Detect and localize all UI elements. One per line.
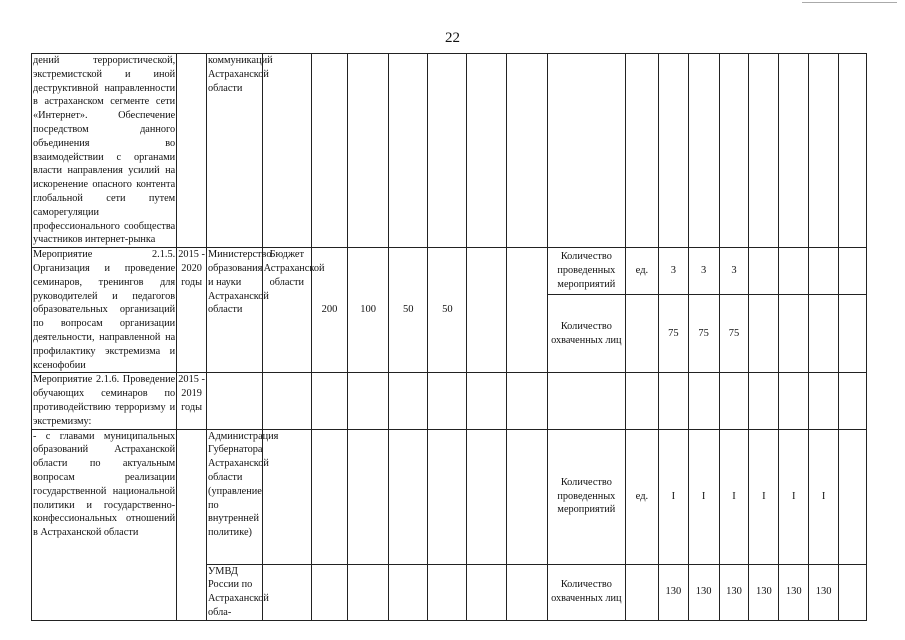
unit-cell xyxy=(625,294,658,372)
value-cell xyxy=(809,248,839,295)
amount-cell xyxy=(389,373,428,429)
value-cell: 130 xyxy=(719,564,749,620)
value-cell: I xyxy=(688,429,719,564)
unit-cell: ед. xyxy=(625,429,658,564)
value-cell xyxy=(838,373,866,429)
amount-cell: 200 xyxy=(312,248,348,373)
unit-cell xyxy=(625,54,658,248)
amount-cell xyxy=(389,429,428,564)
measure-cell: дений террористической, экстремистской и иной деструктивной направленности в астраханском сегменте сети «Интернет». Обеспечение посредством данного объединения во взаимодействии с органами власти направления усилий на искоренение опасного контента глобальной сети путем саморегуляции профессионального сообщества участников интернет-рынка xyxy=(32,54,177,248)
amount-cell xyxy=(428,429,467,564)
amount-cell xyxy=(389,564,428,620)
program-table xyxy=(31,53,867,621)
value-cell xyxy=(838,248,866,295)
value-cell xyxy=(719,54,749,248)
value-cell: 130 xyxy=(779,564,809,620)
table-row xyxy=(32,54,867,248)
value-cell xyxy=(779,54,809,248)
page-number: 22 xyxy=(445,30,460,46)
value-cell xyxy=(838,429,866,564)
executor-cell xyxy=(207,373,263,429)
amount-cell xyxy=(348,564,389,620)
value-cell: 3 xyxy=(719,248,749,295)
value-cell: I xyxy=(749,429,779,564)
value-cell: 75 xyxy=(658,294,688,372)
value-cell xyxy=(719,373,749,429)
value-cell: I xyxy=(809,429,839,564)
value-cell: 130 xyxy=(749,564,779,620)
value-cell xyxy=(749,248,779,295)
value-cell: 3 xyxy=(658,248,688,295)
value-cell: 130 xyxy=(809,564,839,620)
amount-cell xyxy=(506,373,547,429)
value-cell xyxy=(838,294,866,372)
amount-cell xyxy=(312,54,348,248)
amount-cell xyxy=(312,373,348,429)
value-cell xyxy=(779,373,809,429)
measure-cell: - с главами муниципальных образований Астраханской области по актуальным вопросам реализации государственной национальной политики и государственно-конфессиональных отношений в Астраханской области xyxy=(32,429,177,620)
period-cell xyxy=(177,429,207,620)
amount-cell xyxy=(467,373,506,429)
amount-cell: 50 xyxy=(428,248,467,373)
measure-cell: Мероприятие 2.1.6. Проведение обучающих семинаров по противодействию терроризму и экстремизму: xyxy=(32,373,177,429)
amount-cell xyxy=(467,54,506,248)
value-cell xyxy=(809,54,839,248)
period-cell: 2015 - 2020 годы xyxy=(177,248,207,373)
indicator-cell: Количество проведенных мероприятий xyxy=(547,429,625,564)
value-cell: I xyxy=(719,429,749,564)
value-cell: I xyxy=(779,429,809,564)
value-cell xyxy=(658,373,688,429)
amount-cell xyxy=(348,429,389,564)
source-cell: Бюджет Астраханской области xyxy=(262,248,311,373)
amount-cell: 50 xyxy=(389,248,428,373)
value-cell xyxy=(749,373,779,429)
value-cell xyxy=(838,54,866,248)
executor-cell: коммуникаций Астраханской области xyxy=(207,54,263,248)
value-cell xyxy=(809,373,839,429)
indicator-cell xyxy=(547,373,625,429)
table-row xyxy=(32,429,867,564)
table-row xyxy=(32,373,867,429)
value-cell xyxy=(779,294,809,372)
value-cell xyxy=(809,294,839,372)
amount-cell xyxy=(348,54,389,248)
indicator-cell: Количество охваченных лиц xyxy=(547,564,625,620)
program-table-wrap xyxy=(31,53,867,621)
value-cell xyxy=(688,373,719,429)
value-cell: I xyxy=(658,429,688,564)
amount-cell xyxy=(467,429,506,564)
amount-cell xyxy=(389,54,428,248)
value-cell: 130 xyxy=(658,564,688,620)
source-cell xyxy=(262,373,311,429)
unit-cell xyxy=(625,373,658,429)
table-row xyxy=(32,248,867,295)
value-cell xyxy=(749,54,779,248)
amount-cell xyxy=(506,248,547,373)
indicator-cell xyxy=(547,54,625,248)
source-cell xyxy=(262,54,311,248)
measure-cell: Мероприятие 2.1.5. Организация и проведение семинаров, тренингов для руководителей и педагогов образовательных организаций по вопросам организации деятельности, направленной на профилактику экстремизма и ксенофобии xyxy=(32,248,177,373)
amount-cell: 100 xyxy=(348,248,389,373)
unit-cell xyxy=(625,564,658,620)
value-cell xyxy=(688,54,719,248)
value-cell: 75 xyxy=(688,294,719,372)
value-cell xyxy=(658,54,688,248)
amount-cell xyxy=(506,54,547,248)
amount-cell xyxy=(467,248,506,373)
amount-cell xyxy=(506,564,547,620)
value-cell xyxy=(779,248,809,295)
executor-cell: Министерство образования и науки Астраханской области xyxy=(207,248,263,373)
unit-cell: ед. xyxy=(625,248,658,295)
amount-cell xyxy=(312,429,348,564)
value-cell: 130 xyxy=(688,564,719,620)
value-cell xyxy=(749,294,779,372)
indicator-cell: Количество охваченных лиц xyxy=(547,294,625,372)
amount-cell xyxy=(467,564,506,620)
amount-cell xyxy=(428,373,467,429)
indicator-cell: Количество проведенных мероприятий xyxy=(547,248,625,295)
amount-cell xyxy=(348,373,389,429)
period-cell: 2015 - 2019 годы xyxy=(177,373,207,429)
amount-cell xyxy=(506,429,547,564)
value-cell: 75 xyxy=(719,294,749,372)
executor-cell: Администрация Губернатора Астраханской области (управление по внутренней политике) xyxy=(207,429,263,564)
executor-cell: УМВД России по Астраханской обла- xyxy=(207,564,263,620)
source-cell xyxy=(262,564,311,620)
value-cell xyxy=(838,564,866,620)
corner-mark xyxy=(802,2,897,3)
period-cell xyxy=(177,54,207,248)
value-cell: 3 xyxy=(688,248,719,295)
amount-cell xyxy=(312,564,348,620)
source-cell xyxy=(262,429,311,564)
amount-cell xyxy=(428,54,467,248)
amount-cell xyxy=(428,564,467,620)
